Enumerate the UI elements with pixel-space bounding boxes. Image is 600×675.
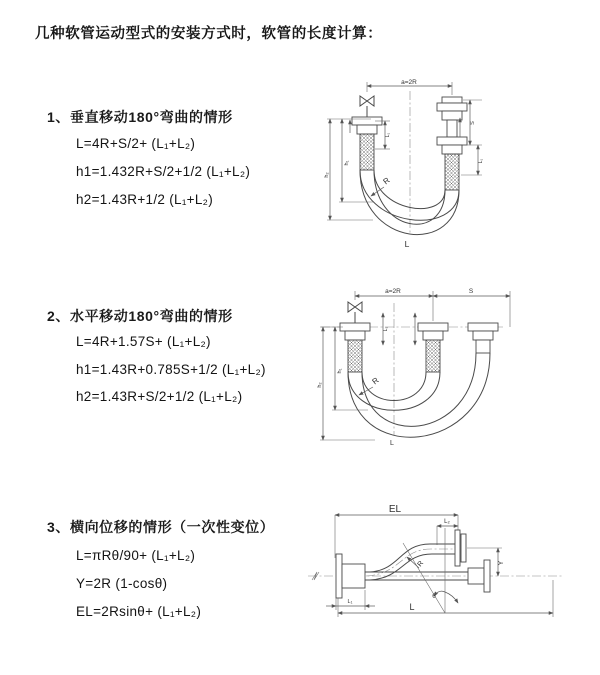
left-pipe-fitting <box>352 117 382 170</box>
section2-heading: 2、水平移动180°弯曲的情形 <box>47 308 233 324</box>
dim-label-r: R <box>381 175 392 187</box>
section2-formula-h1: h1=1.43R+0.785S+1/2 (L₁+L₂) <box>76 362 266 377</box>
dim-label-l: L <box>409 602 415 612</box>
dimension-h <box>317 327 375 440</box>
valve-icon <box>360 96 374 117</box>
dimension-l1 <box>326 590 375 610</box>
right-pipe-fitting <box>468 323 498 353</box>
section1-formula-h1: h1=1.432R+S/2+1/2 (L₁+L₂) <box>76 164 251 179</box>
dim-label-h1: h₁ <box>344 160 350 166</box>
dim-label-l: L <box>390 440 394 447</box>
dim-label-l1-left: L₁ <box>385 132 391 138</box>
left-pipe-fitting <box>340 323 370 372</box>
dim-label-h2: h₂ <box>324 172 330 178</box>
dim-label-s: S <box>468 288 474 295</box>
dim-label-theta: θ <box>432 593 436 600</box>
section1-formula-h2: h2=1.43R+1/2 (L₁+L₂) <box>76 192 214 207</box>
section3-formula-L: L=πRθ/90+ (L₁+L₂) <box>76 548 196 563</box>
right-pipe-fitting <box>437 97 467 190</box>
dim-label-el: EL <box>388 504 402 515</box>
dim-label-y: Y <box>498 560 505 566</box>
s-curve-hose <box>366 544 455 580</box>
dim-label-l: L <box>404 239 410 249</box>
angle-construction <box>403 528 458 613</box>
dimension-a2r <box>367 79 452 95</box>
diagram-lateral-displacement <box>300 500 580 650</box>
dim-label-l2: L₂ <box>444 519 450 525</box>
radius-callout <box>407 557 425 568</box>
lower-right-flange <box>468 560 490 592</box>
dimension-l1 <box>383 313 415 345</box>
dim-label-h1: h₁ <box>337 368 343 374</box>
section3-formula-EL: EL=2Rsinθ+ (L₁+L₂) <box>76 604 202 619</box>
section3-heading: 3、横向位移的情形（一次性变位） <box>47 519 275 535</box>
hose-loops <box>348 353 490 437</box>
dim-label-a2r: a=2R <box>385 288 401 295</box>
section1-formula-L: L=4R+S/2+ (L₁+L₂) <box>76 136 196 151</box>
section1-heading: 1、垂直移动180°弯曲的情形 <box>47 109 233 125</box>
dimension-a2r-s <box>355 288 510 327</box>
dim-label-r: R <box>370 375 381 387</box>
dim-label-s: S <box>470 121 476 125</box>
dim-label-a2r: a=2R <box>401 79 417 86</box>
dim-label-l1-right: L₁ <box>478 158 484 164</box>
dimension-el <box>335 504 458 558</box>
valve-icon <box>348 302 362 323</box>
section3-formula-Y: Y=2R (1-cosθ) <box>76 576 168 591</box>
dim-label-h2: h₂ <box>317 382 323 388</box>
dim-label-l1: L₁ <box>383 326 389 332</box>
upper-right-flange <box>455 530 466 566</box>
diagram-vertical-180-bend <box>315 75 495 260</box>
diagram-horizontal-180-bend <box>313 283 563 463</box>
page-title: 几种软管运动型式的安装方式时，软管的长度计算： <box>35 26 383 42</box>
section2-formula-h2: h2=1.43R+S/2+1/2 (L₁+L₂) <box>76 389 243 404</box>
dim-label-l1: L₁ <box>347 599 353 605</box>
section2-formula-L: L=4R+1.57S+ (L₁+L₂) <box>76 334 211 349</box>
hose-loops <box>360 170 459 235</box>
dim-label-r: R <box>416 559 426 569</box>
dimension-l <box>338 580 553 617</box>
middle-pipe-fitting <box>418 323 448 372</box>
